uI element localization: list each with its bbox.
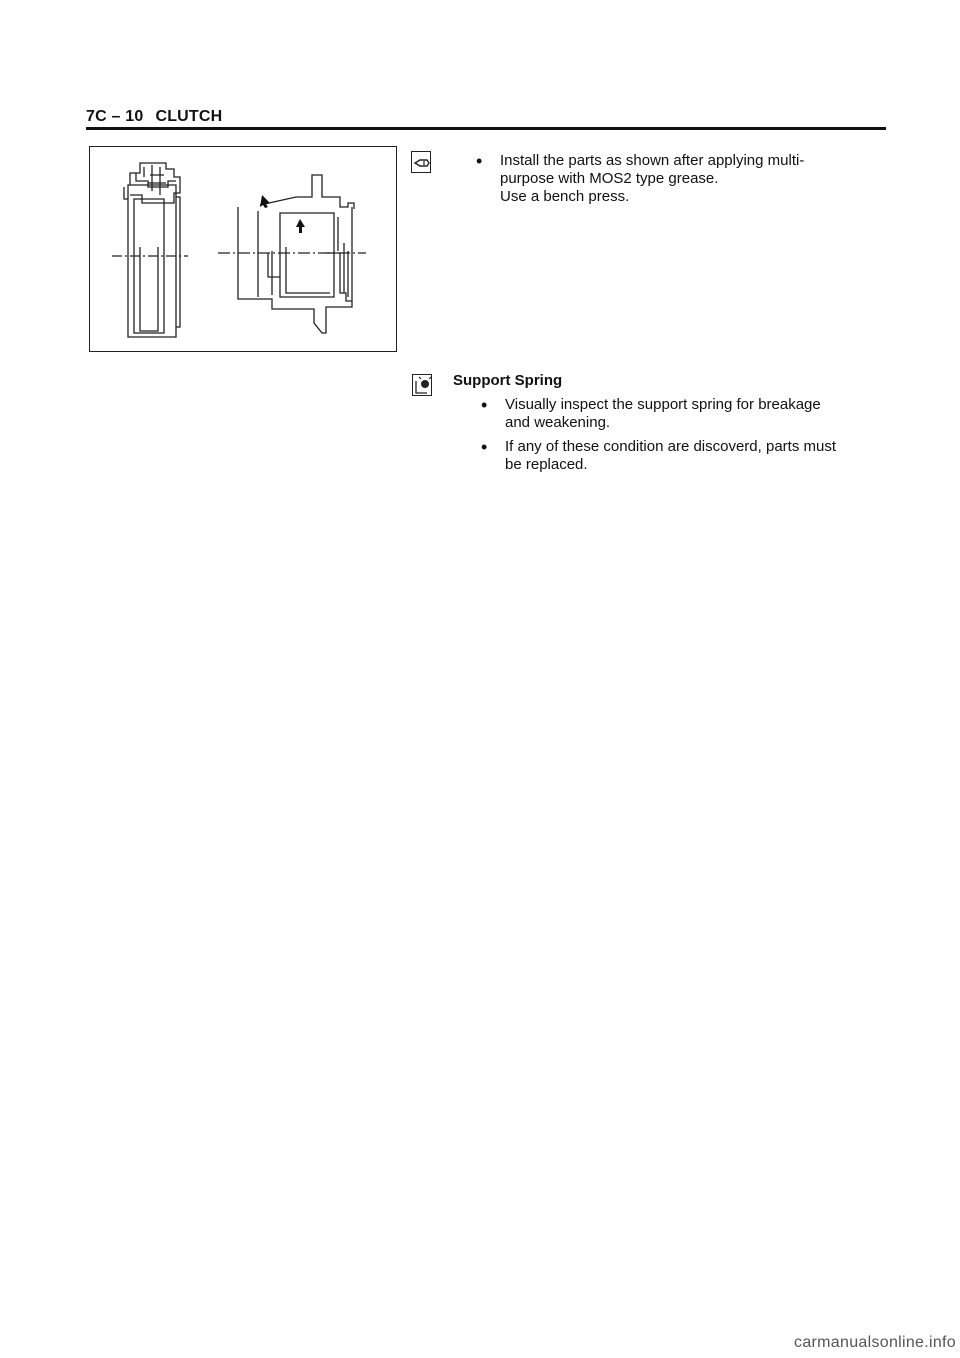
install-line-1: Install the parts as shown after applying multi- (500, 152, 805, 169)
install-line-2: purpose with MOS2 type grease. (500, 170, 719, 187)
left-clip-detail (144, 165, 166, 195)
inspect-bullet-2-line-2: be replaced. (505, 456, 588, 473)
left-inner-bore (140, 247, 158, 331)
inspect-magnifier-icon (412, 374, 432, 396)
inspect-bullet-1-line-2: and weakening. (505, 414, 611, 431)
section-code: 7C – 10 (86, 108, 144, 125)
right-bearing-race (286, 247, 330, 293)
bullet-symbol: • (481, 395, 488, 415)
bearing-diagram (90, 147, 398, 353)
site-watermark: carmanualsonline.info (794, 1334, 956, 1351)
bullet-symbol: • (481, 437, 488, 457)
right-top-flange (260, 175, 354, 209)
install-wrench-icon (411, 151, 431, 173)
support-spring-heading: Support Spring (453, 372, 563, 389)
assembly-arrows (260, 195, 305, 233)
inspect-bullet-2-text (505, 438, 836, 474)
inspect-bullet-1-text (505, 396, 821, 432)
section-title: CLUTCH (155, 108, 223, 125)
page-header (86, 108, 222, 126)
bullet-symbol: • (476, 151, 483, 171)
install-line-3: Use a bench press. (500, 188, 630, 205)
inspect-bullet-1-line-1: Visually inspect the support spring for breakage (505, 396, 821, 413)
right-inner-bore (280, 213, 334, 297)
right-hub-outline (238, 207, 352, 333)
left-housing-outline (128, 185, 176, 337)
press-arrow-diagonal (260, 195, 270, 208)
inspect-bullet-2-line-1: If any of these condition are discoverd, parts must (505, 438, 837, 455)
install-text (500, 152, 804, 206)
clutch-release-bearing-illustration (89, 146, 397, 352)
header-rule (86, 127, 886, 130)
press-arrow-up (296, 219, 305, 233)
left-inner-sleeve (134, 199, 164, 333)
right-inner-wall (258, 211, 272, 297)
